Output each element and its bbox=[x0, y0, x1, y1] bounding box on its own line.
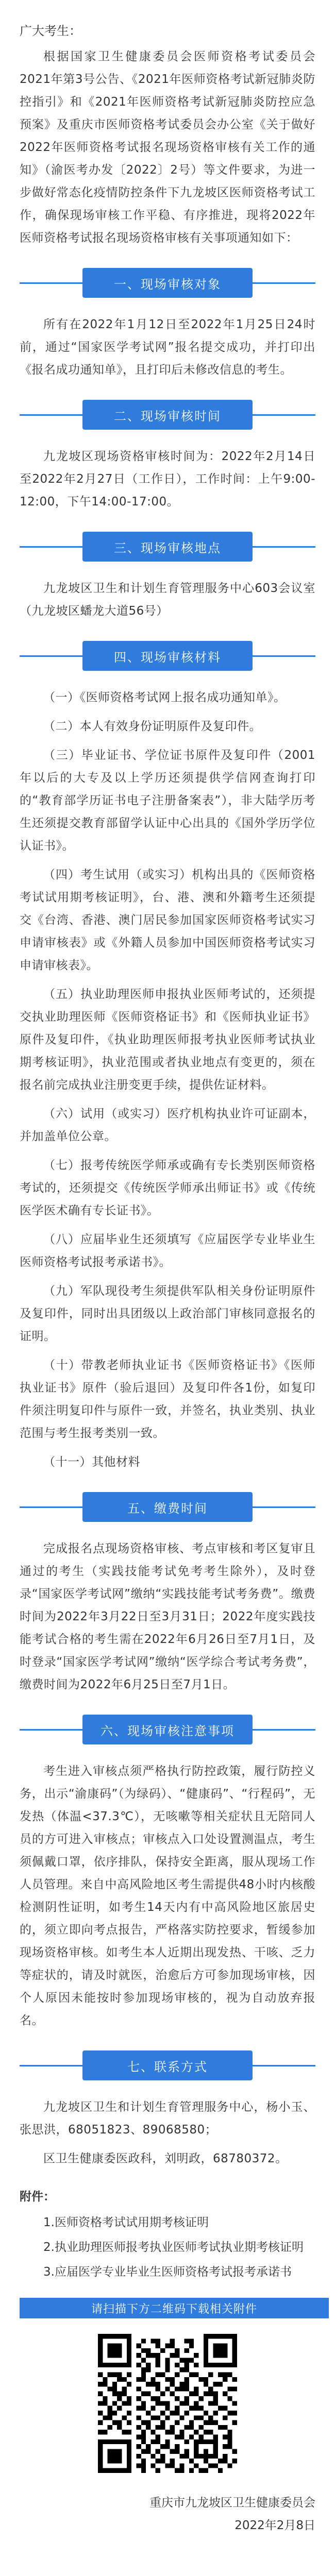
material-item-3: （三）毕业证书、学位证书原件及复印件（2001年以后的大专及以上学历还须提供学信网查询打印的“教育部学历证书电子注册备案表”），非大陆学历考生还须提交教育部留学认证中心出具的《国外学历学位认证书》。 bbox=[20, 749, 315, 853]
intro-paragraph: 根据国家卫生健康委员会医师资格考试委员会2021年第3号公告、《2021年医师资格考试新冠肺炎防控指引》和《2021年医师资格考试新冠肺炎防控应急预案》及重庆市医师资格考试委员会办公室《关于做好2022年医师资格考试报名现场资格审核有关工作的通知》（渝医考办发〔2022〕2号）等文件要求，为进一步做好常态化疫情防控条件下九龙坡区医师资格考试工作，确保现场审核工作平稳、有序推进，现将2022年医师资格考试报名现场资格审核有关事项通知如下： bbox=[20, 50, 315, 245]
section-title-4: 四、现场审核材料 bbox=[82, 641, 253, 671]
contact-line-1: 九龙坡区卫生和计划生育管理服务中心，杨小玉、张思洪，68051823、89068580； bbox=[20, 2100, 315, 2137]
attachments-title: 附件： bbox=[20, 2190, 55, 2204]
signature-date: 2022年2月8日 bbox=[234, 2519, 315, 2532]
attachment-link-1[interactable]: 1.医师资格考试试用期考核证明 bbox=[43, 2216, 209, 2229]
section-title-3: 三、现场审核地点 bbox=[82, 532, 253, 562]
signature-org: 重庆市九龙坡区卫生健康委员会 bbox=[149, 2496, 315, 2510]
section-header-2 bbox=[20, 400, 315, 430]
material-item-2: （二）本人有效身份证明原件及复印件。 bbox=[43, 720, 261, 733]
section-6-text: 考生进入审核点须严格执行防控政策，履行防控义务，出示“渝康码”（为绿码）、“健康码”、“行程码”，无发热（体温<37.3℃），无咳嗽等相关症状且无陪同人员的方可进入审核点；审核点入口处设置测温点，考生须佩戴口罩，依序排队，保持安全距离，服从现场工作人员管理。来自中高风险地区考生需提供48小时内核酸检测阴性证明，如考生14天内有中高风险地区旅居史的，须立即向考点报告，严格落实防控要求，暂缓参加现场资格审核。如考生本人近期出现发热、干咳、乏力等症状的，请及时就医，治愈后方可参加现场审核，因个人原因未能按时参加现场审核的，视为自动放弃报名。 bbox=[20, 1765, 315, 2027]
material-item-1: （一）《医师资格考试网上报名成功通知单》。 bbox=[43, 691, 286, 704]
attachment-link-2[interactable]: 2.执业助理医师报考执业医师考试执业期考核证明 bbox=[43, 2241, 304, 2254]
section-5-text: 完成报名点现场资格审核、考点审核和考区复审且通过的考生（实践技能考试免考考生除外），及时登录“国家医学考试网”缴纳“实践技能考试考务费”。缴费时间为2022年3月22日至3月31日；2022年度实践技能考试合格的考生需在2022年6月26日至7月1日，及时登录“国家医学考试网”缴纳“医学综合考试考务费”，缴费时间为2022年6月25日至7月1日。 bbox=[20, 1542, 315, 1691]
attachment-link-3[interactable]: 3.应届医学专业毕业生医师资格考试报考承诺书 bbox=[43, 2265, 292, 2279]
material-item-5: （五）执业助理医师申报执业医师考试的，还须提交执业助理医师《医师资格证书》和《医师执业证书》原件及复印件，《执业助理医师报考执业医师考试执业期考核证明》，执业范围或者执业地点有变更的，须在报名前完成执业注册变更手续，提供佐证材料。 bbox=[20, 988, 315, 1092]
section-1-text: 所有在2022年1月12日至2022年1月25日24时前，通过“国家医学考试网”报名提交成功，并打印出《报名成功通知单》，且打印后未修改信息的考生。 bbox=[20, 318, 315, 377]
section-header-5 bbox=[20, 1492, 315, 1522]
section-title-1: 一、现场审核对象 bbox=[82, 268, 253, 298]
material-item-10: （十）带教老师执业证书《医师资格证书》《医师执业证书》原件（验后退回）及复印件各1份，如复印件须注明复印件与原件一致，并签名，执业类别、执业范围与考生报考类别一致。 bbox=[20, 1359, 315, 1440]
section-title-6: 六、现场审核注意事项 bbox=[82, 1715, 253, 1744]
material-item-4: （四）考生试用（或实习）机构出具的《医师资格考试试用期考核证明》，台、港、澳和外籍考生还须提交《台湾、香港、澳门居民参加国家医师资格考试实习申请审核表》或《外籍人员参加中国医师资格考试实习申请审核表》。 bbox=[20, 868, 315, 972]
section-title-7: 七、联系方式 bbox=[82, 2050, 253, 2080]
section-3-text: 九龙坡区卫生和计划生育管理服务中心603会议室（九龙坡区蟠龙大道56号） bbox=[20, 582, 315, 618]
material-item-8: （八）应届毕业生还须填写《应届医学专业毕业生医师资格考试报考承诺书》。 bbox=[20, 1233, 315, 1269]
qr-banner: 请扫描下方二维码下载相关附件 bbox=[20, 2298, 329, 2318]
section-header-3 bbox=[20, 532, 315, 562]
material-item-6: （六）试用（或实习）医疗机构执业许可证副本，并加盖单位公章。 bbox=[20, 1107, 315, 1143]
section-header-6 bbox=[20, 1715, 315, 1744]
section-header-4 bbox=[20, 641, 315, 671]
section-title-5: 五、缴费时间 bbox=[82, 1492, 253, 1522]
material-item-7: （七）报考传统医学师承或确有专长类别医师资格考试的，还须提交《传统医学师承出师证书》或《传统医学医术确有专长证书》。 bbox=[20, 1159, 315, 1217]
greeting: 广大考生： bbox=[20, 24, 81, 38]
material-item-11: （十一）其他材料 bbox=[43, 1455, 140, 1469]
section-header-7 bbox=[20, 2050, 315, 2080]
section-2-text: 九龙坡区现场资格审核时间为：2022年2月14日至2022年2月27日（工作日），工作时间：上午9:00-12:00，下午14:00-17:00。 bbox=[20, 450, 315, 509]
section-header-1 bbox=[20, 268, 315, 298]
section-title-2: 二、现场审核时间 bbox=[82, 400, 253, 430]
material-item-9: （九）军队现役考生须提供军队相关身份证明原件及复印件，同时出具团级以上政治部门审核同意报名的证明。 bbox=[20, 1284, 315, 1343]
qr-code-icon[interactable] bbox=[98, 2334, 237, 2473]
qr-code-container bbox=[20, 2334, 315, 2473]
contact-line-2: 区卫生健康委医政科，刘明政，68780372。 bbox=[43, 2152, 288, 2165]
